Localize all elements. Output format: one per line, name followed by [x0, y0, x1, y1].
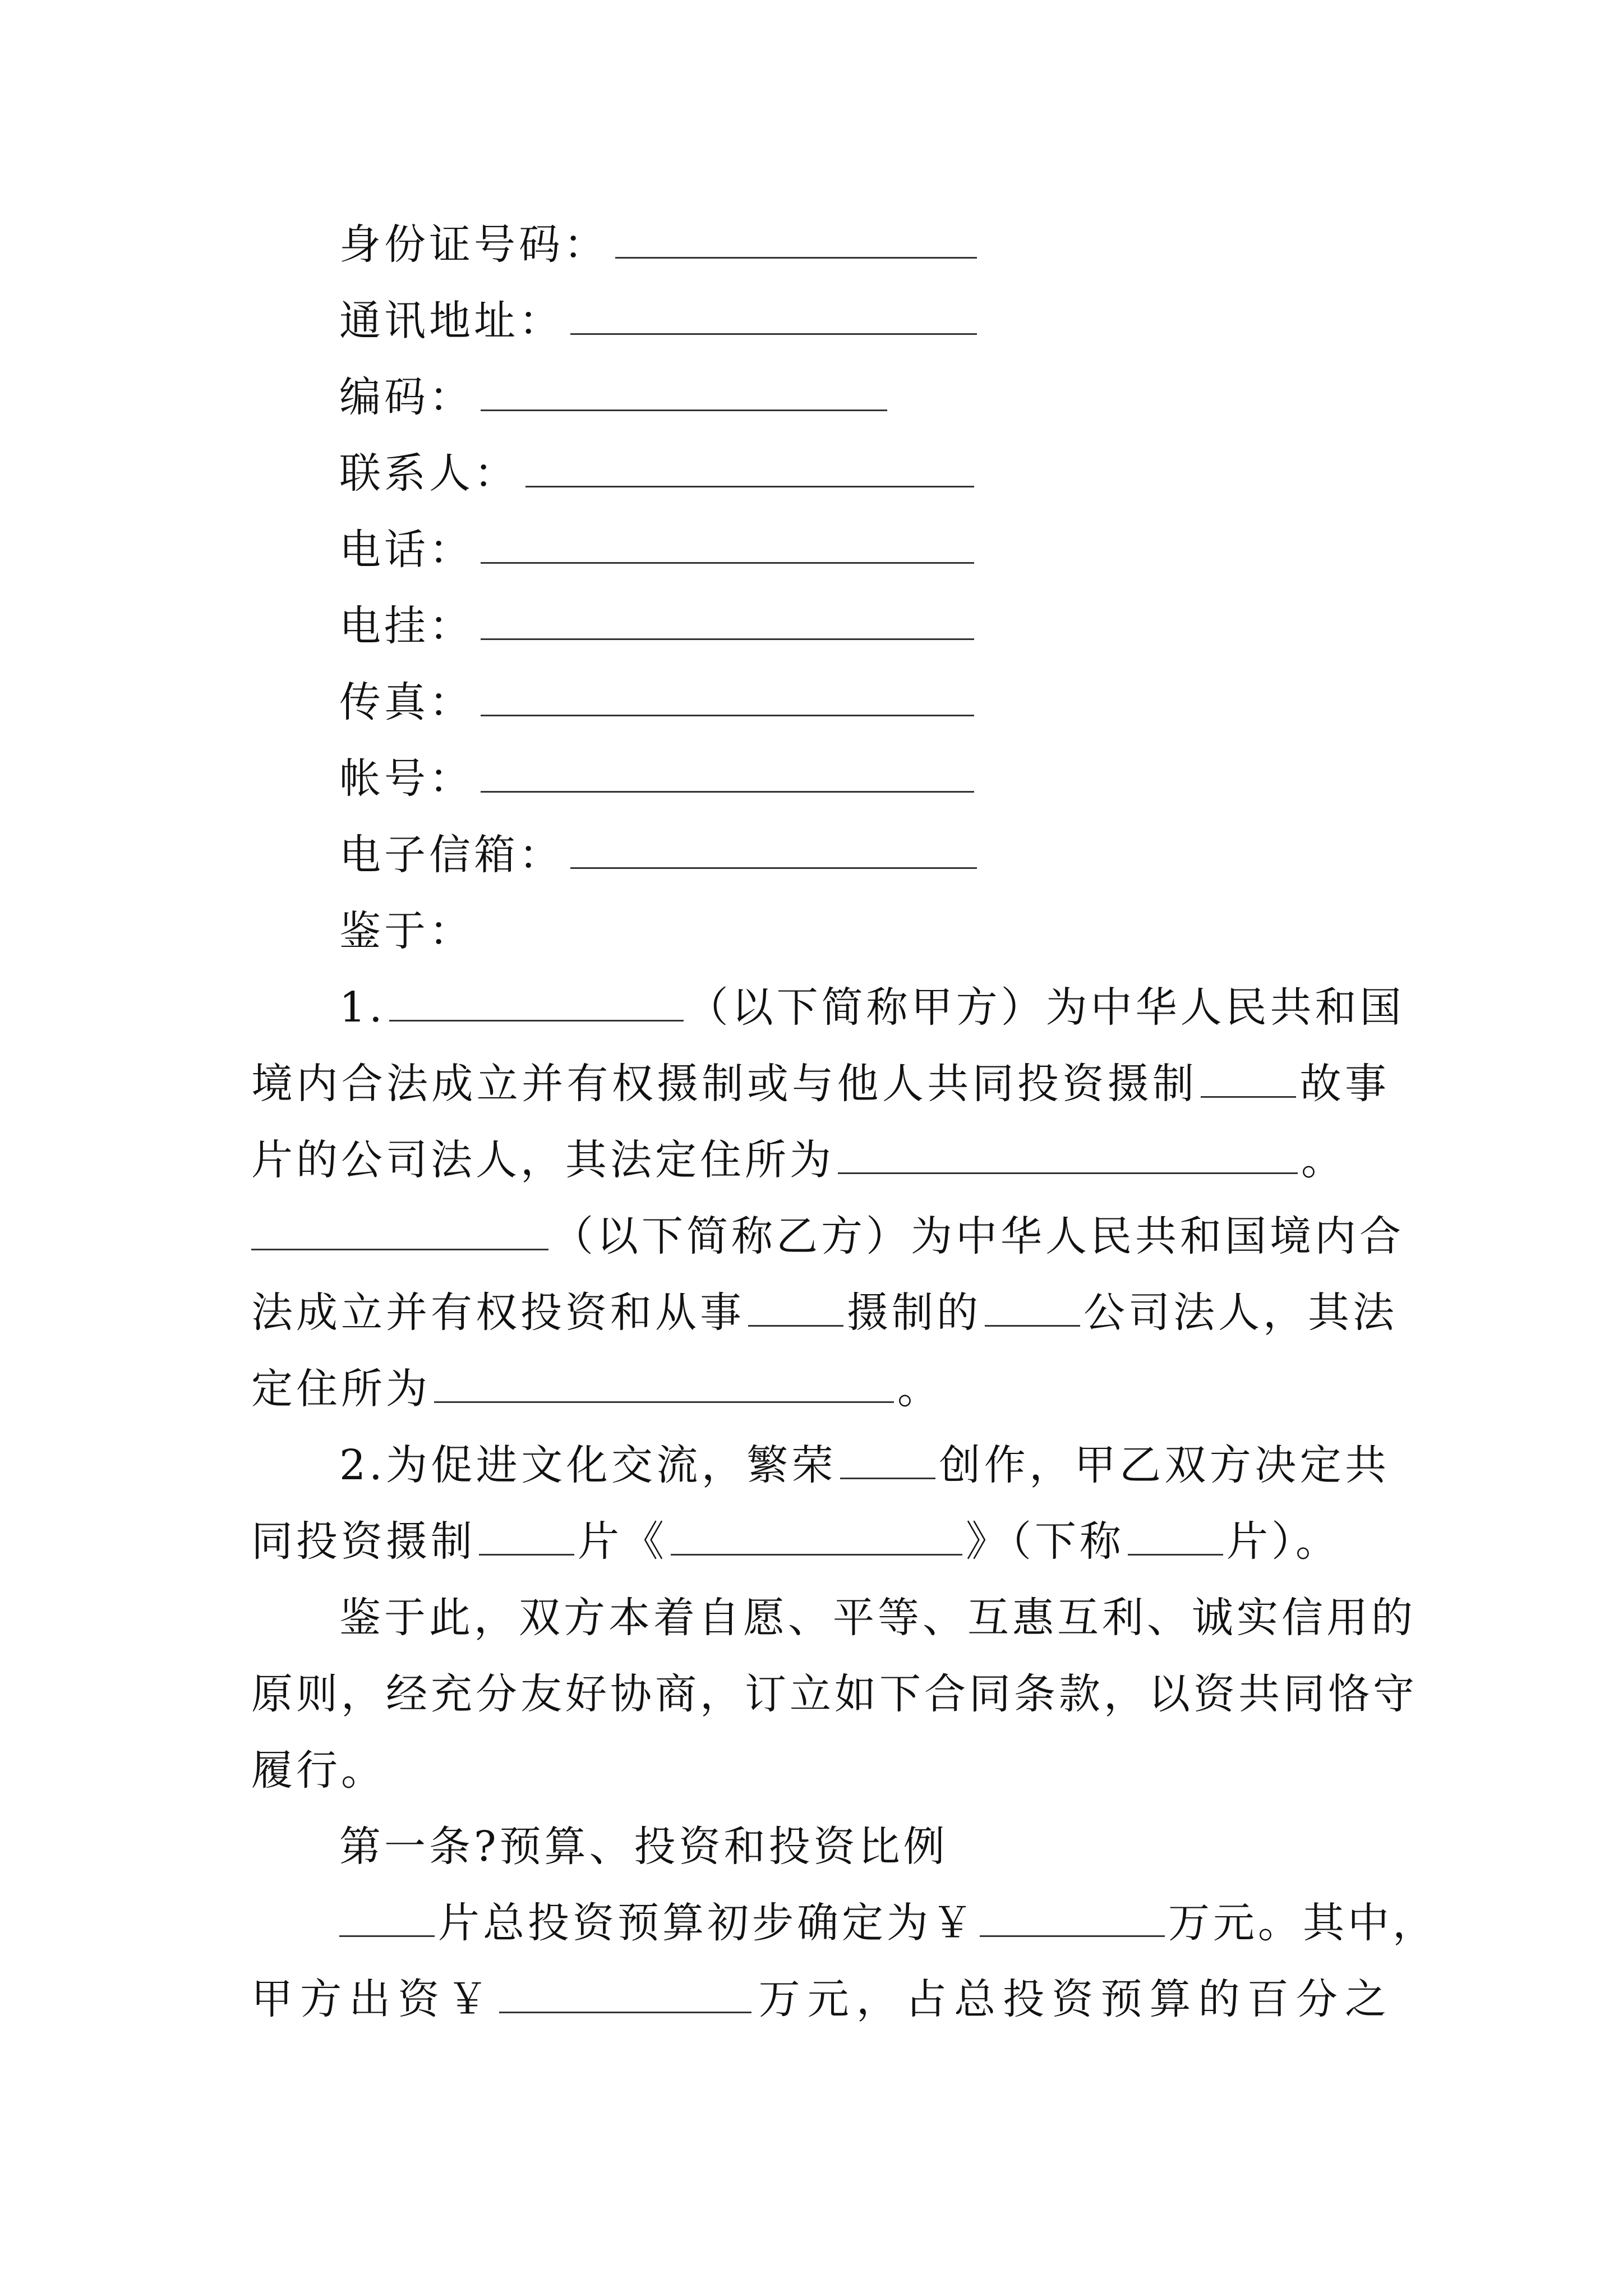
- contact-person-field: [339, 435, 1390, 512]
- fill-in-blank[interactable]: [570, 835, 977, 869]
- paragraph-3-line-3: 履行。: [251, 1746, 386, 1795]
- paragraph-1-line-5: [251, 1274, 1398, 1351]
- article-1-line-1: [339, 1885, 1437, 1961]
- fill-in-blank[interactable]: [479, 1521, 574, 1556]
- fill-in-blank[interactable]: [339, 1903, 435, 1937]
- fill-in-blank[interactable]: [481, 758, 974, 793]
- fill-in-blank[interactable]: [481, 606, 974, 640]
- fill-in-blank[interactable]: [481, 530, 974, 564]
- paragraph-text: 片《: [578, 1517, 667, 1566]
- paragraph-text: 》（下称: [966, 1517, 1124, 1566]
- fill-in-blank[interactable]: [980, 1903, 1165, 1937]
- field-label: 传真：: [339, 678, 474, 726]
- field-label: 帐号：: [339, 754, 474, 803]
- paragraph-1-line-6: [251, 1351, 1390, 1427]
- field-label: 电挂：: [339, 602, 474, 650]
- fill-in-blank[interactable]: [840, 1445, 935, 1479]
- paragraph-text: 法成立并有权投资和从事: [251, 1289, 745, 1337]
- field-label: 编码：: [339, 373, 474, 421]
- paragraph-1-line-2: [251, 1046, 1390, 1122]
- fill-in-blank[interactable]: [615, 224, 977, 259]
- fill-in-blank[interactable]: [525, 453, 974, 487]
- paragraph-text: 片总投资预算初步确定为￥: [438, 1899, 976, 1947]
- fill-in-blank[interactable]: [671, 1521, 962, 1556]
- account-number-field: [339, 740, 1390, 817]
- article-1-line-2: [251, 1961, 1390, 2037]
- article-1-heading: 第一条?预算、投资和投资比例: [339, 1823, 948, 1871]
- paragraph-text: 2.为促进文化交流，繁荣: [339, 1441, 837, 1489]
- fill-in-blank[interactable]: [985, 1292, 1080, 1327]
- fill-in-blank[interactable]: [838, 1140, 1298, 1174]
- email-field: [339, 817, 1390, 893]
- field-label: 通讯地址：: [339, 297, 564, 345]
- fill-in-blank[interactable]: [1201, 1064, 1296, 1098]
- fill-in-blank[interactable]: [1128, 1521, 1223, 1556]
- field-label: 联系人：: [339, 449, 519, 498]
- fill-in-blank[interactable]: [499, 1979, 751, 2013]
- paragraph-text: （以下简称乙方）为中华人民共和国境内合: [552, 1212, 1404, 1260]
- item-number: 1.: [339, 983, 386, 1032]
- fax-field: [339, 664, 1390, 740]
- paragraph-2-line-1: [339, 1427, 1390, 1503]
- paragraph-text: 公司法人，其法: [1083, 1289, 1398, 1337]
- postal-code-field: [339, 359, 1390, 435]
- paragraph-text: 故事: [1299, 1060, 1390, 1108]
- paragraph-text: 境内合法成立并有权摄制或与他人共同投资摄制: [251, 1060, 1198, 1108]
- fill-in-blank[interactable]: [251, 1216, 548, 1250]
- paragraph-text: 创作，甲乙双方决定共: [939, 1441, 1390, 1489]
- fill-in-blank[interactable]: [434, 1369, 894, 1403]
- phone-field: [339, 512, 1390, 588]
- paragraph-text: 定住所为: [251, 1365, 431, 1413]
- fill-in-blank[interactable]: [481, 377, 887, 411]
- paragraph-1-line-3: [251, 1122, 1390, 1198]
- paragraph-1-line-1: [339, 969, 1405, 1046]
- fill-in-blank[interactable]: [570, 301, 977, 335]
- paragraph-text: 甲方出资￥: [251, 1975, 496, 2023]
- paragraph-text: 同投资摄制: [251, 1517, 476, 1566]
- paragraph-text: 。: [897, 1365, 942, 1413]
- paragraph-text: （以下简称甲方）为中华人民共和国: [686, 983, 1405, 1032]
- paragraph-text: 万元。其中，: [1168, 1899, 1437, 1947]
- fill-in-blank[interactable]: [389, 987, 684, 1022]
- paragraph-text: 摄制的: [847, 1289, 981, 1337]
- whereas-heading: 鉴于：: [339, 907, 474, 955]
- fill-in-blank[interactable]: [481, 682, 974, 716]
- paragraph-2-line-2: [251, 1503, 1390, 1580]
- paragraph-text: 片）。: [1227, 1517, 1340, 1566]
- paragraph-3-line-2: 原则，经充分友好协商，订立如下合同条款，以资共同恪守: [251, 1670, 1418, 1718]
- field-label: 电话：: [339, 526, 474, 574]
- address-field: [339, 283, 1390, 359]
- paragraph-text: 片的公司法人，其法定住所为: [251, 1136, 834, 1184]
- cable-field: [339, 588, 1390, 664]
- id-number-field: [339, 206, 1390, 283]
- paragraph-1-line-4: [251, 1198, 1404, 1274]
- paragraph-3-line-1: 鉴于此，双方本着自愿、平等、互惠互利、诚实信用的: [339, 1594, 1416, 1642]
- field-label: 身份证号码：: [339, 220, 608, 269]
- field-label: 电子信箱：: [339, 831, 564, 879]
- fill-in-blank[interactable]: [748, 1292, 843, 1327]
- paragraph-text: 万元，占总投资预算的百分之: [754, 1975, 1390, 2023]
- paragraph-text: 。: [1301, 1136, 1346, 1184]
